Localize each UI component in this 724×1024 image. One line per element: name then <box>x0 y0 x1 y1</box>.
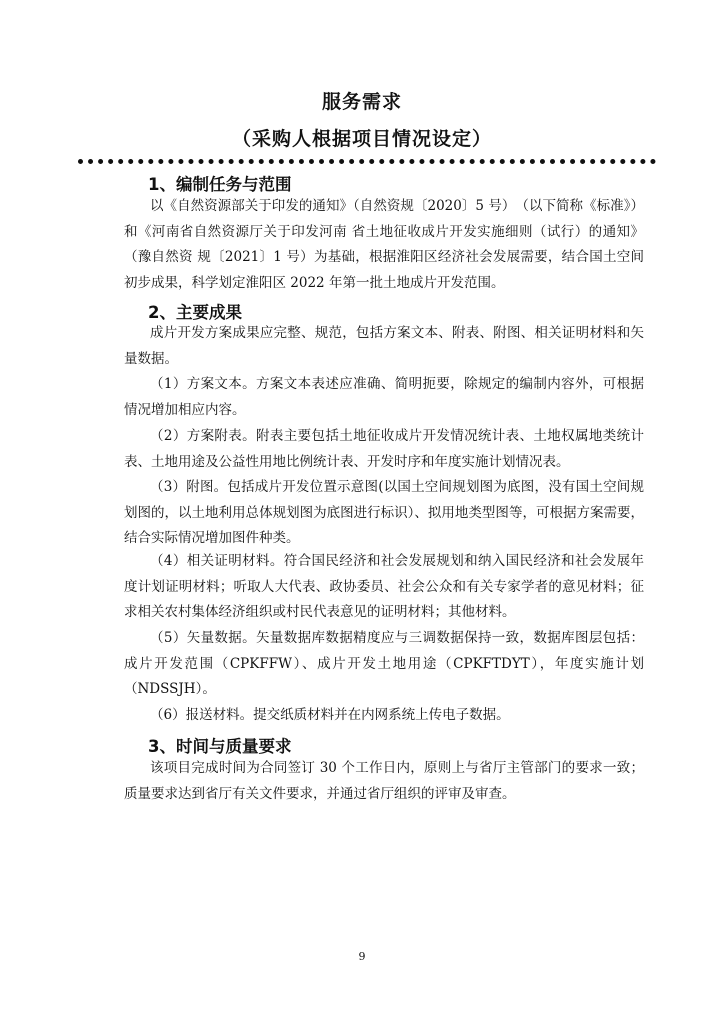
section-heading-deliverables: 2、主要成果 <box>148 303 242 322</box>
paragraph-maps: （3）附图。包括成片开发位置示意图(以国土空间规划图为底图，没有国土空间规划图的，以土地利用总体规划图为底图进行标识）、拟用地类型图等，可根据方案需要，结合实际情况增加图件种类。 <box>124 479 644 546</box>
document-title: 服务需求 <box>321 91 402 113</box>
section-heading-time-quality: 3、时间与质量要求 <box>148 737 292 756</box>
paragraph-vector-data: （5）矢量数据。矢量数据库数据精度应与三调数据保持一致，数据库图层包括：成片开发范围（CPKFFW）、成片开发土地用途（CPKFTDYT），年度实施计划（NDSSJH）。 <box>124 630 644 697</box>
paragraph-scope: 以《自然资源部关于印发的通知》（自然资规〔2020〕5 号） （以下简称《标准》）和《河南省自然资源厅关于印发河南 省土地征收成片开发实施细则（试行）的通知》（豫自然资 规〔2021〕1 号）为基础，根据淮阳区经济社会发展需要，结合国土空间初步成果，科学划定淮阳区 2022 年第一批土地成片开发范围。 <box>124 198 644 291</box>
document-subtitle: （采购人根据项目情况设定） <box>231 128 492 150</box>
paragraph-deliverables-intro: 成片开发方案成果应完整、规范，包括方案文本、附表、附图、相关证明材料和矢量数据。 <box>124 325 644 367</box>
section-heading-scope: 1、编制任务与范围 <box>148 175 292 194</box>
paragraph-plan-tables: （2）方案附表。附表主要包括土地征收成片开发情况统计表、土地权属地类统计表、土地用途及公益性用地比例统计表、开发时序和年度实施计划情况表。 <box>124 428 644 470</box>
dotted-divider <box>78 159 656 164</box>
paragraph-time-quality: 该项目完成时间为合同签订 30 个工作日内，原则上与省厅主管部门的要求一致；质量要求达到省厅有关文件要求，并通过省厅组织的评审及审查。 <box>124 760 644 802</box>
paragraph-supporting-materials: （4）相关证明材料。符合国民经济和社会发展规划和纳入国民经济和社会发展年度计划证明材料；听取人大代表、政协委员、社会公众和有关专家学者的意见材料；征求相关农村集体经济组织或村民代表意见的证明材料；其他材料。 <box>124 553 644 620</box>
paragraph-plan-text: （1）方案文本。方案文本表述应准确、简明扼要，除规定的编制内容外，可根据情况增加相应内容。 <box>124 376 644 418</box>
paragraph-submission: （6）报送材料。提交纸质材料并在内网系统上传电子数据。 <box>150 707 510 723</box>
page-number: 9 <box>358 950 366 963</box>
